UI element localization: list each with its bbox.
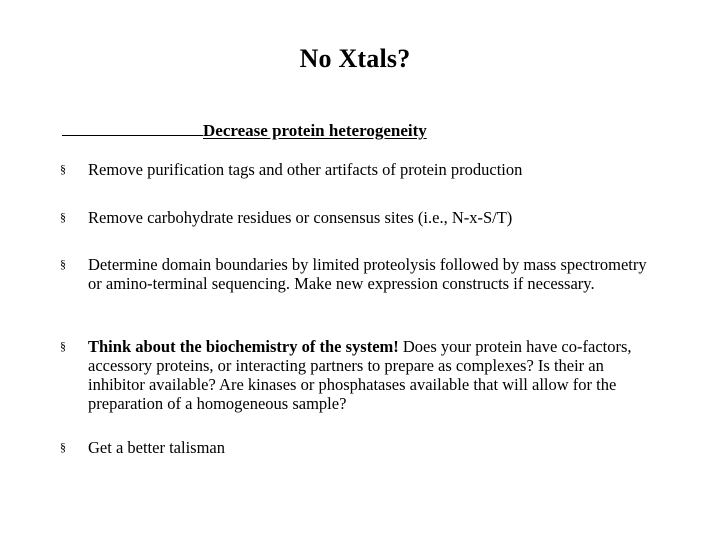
subheading-text: Decrease protein heterogeneity (203, 121, 427, 140)
bullet-item (60, 160, 660, 179)
bullet-item (60, 337, 660, 413)
bullet-marker-icon: § (60, 162, 66, 176)
bullet-emphasis: Think about the biochemistry of the system! (88, 337, 399, 356)
bullet-item (60, 438, 660, 457)
bullet-marker-icon: § (60, 257, 66, 271)
bullet-text: Get a better talisman (88, 438, 225, 457)
bullet-text-rest: Does your protein have co-factors, accessory proteins, or interacting partners to prepare as complexes? Is their an inhibitor available? Are kinases or phosphatases available that will allow for the preparation of a homogeneous sample? (88, 337, 632, 413)
bullet-marker-icon: § (60, 210, 66, 224)
subheading (62, 119, 427, 141)
bullet-item (60, 208, 660, 227)
bullet-item (60, 255, 660, 293)
bullet-text: Remove carbohydrate residues or consensus sites (i.e., N-x-S/T) (88, 208, 513, 227)
slide-title: No Xtals? (299, 44, 411, 73)
underline-rule (62, 119, 203, 136)
bullet-marker-icon: § (60, 440, 66, 454)
bullet-marker-icon: § (60, 339, 66, 353)
bullet-text (88, 337, 660, 413)
bullet-text: Determine domain boundaries by limited proteolysis followed by mass spectrometry or amino-terminal sequencing. Make new expression constructs if necessary. (88, 255, 647, 293)
bullet-text: Remove purification tags and other artifacts of protein production (88, 160, 523, 179)
